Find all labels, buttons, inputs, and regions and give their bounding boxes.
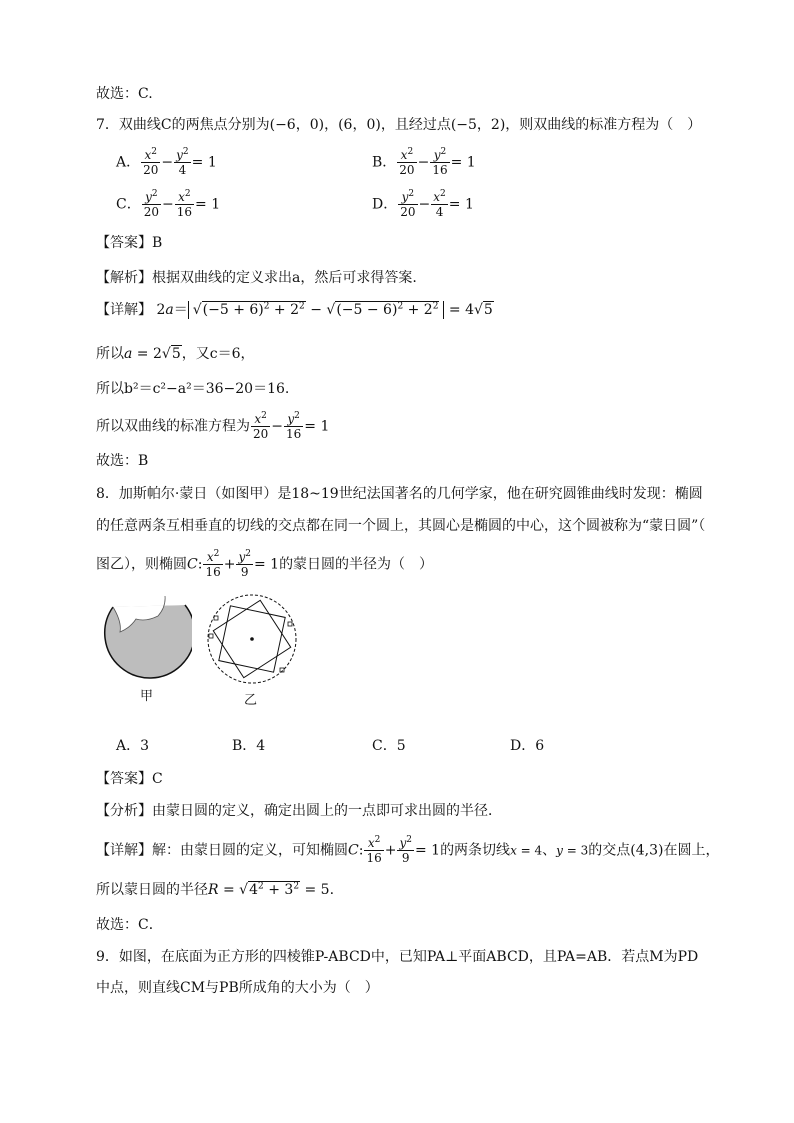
q8-stem-line1: 8．加斯帕尔·蒙日（如图甲）是18~19世纪法国著名的几何学家，他在研究圆锥曲线时发现：椭圆 xyxy=(96,486,703,502)
q8-radius: 所以蒙日圆的半径$R = √4^2 + 3^2 = 5$. xyxy=(96,881,335,898)
q7-line-b: 所以b²＝c²−a²＝36−20＝16. xyxy=(96,381,290,397)
q8-option-c: C．5 xyxy=(372,738,406,754)
q8-detail: 【详解】解：由蒙日圆的定义，可知椭圆C: $\frac{x^2}{16}$ + $\frac{y^2}{9}$ = 1的两条切线x = 4、y = 3的交点(4,3)在圆上， xyxy=(96,835,720,865)
q8-option-a: A．3 xyxy=(116,738,150,754)
q7-option-c: C． $\frac{y^2}{20}$ − $\frac{x^2}{16}$ = 1 xyxy=(116,189,221,219)
figure-jia-label: 甲 xyxy=(140,689,154,704)
q7-option-d: D． $\frac{y^2}{20}$ − $\frac{x^2}{4}$ = 1 xyxy=(372,189,474,219)
q8-stem-line2: 的任意两条互相垂直的切线的交点都在同一个圆上，其圆心是椭圆的中心，这个圆被称为“蒙日圆”（ xyxy=(96,518,706,534)
q9-stem-line2: 中点，则直线CM与PB所成角的大小为（ ） xyxy=(96,980,379,996)
q7-answer: 【答案】B xyxy=(96,235,163,251)
q7-conclusion: 故选：B xyxy=(96,453,149,469)
q7-line-c: 所以双曲线的标准方程为 $\frac{x^2}{20}$ − $\frac{y^2}{16}$ = 1 xyxy=(96,411,330,441)
q8-answer: 【答案】C xyxy=(96,771,163,787)
q7-line-a: 所以a = 2√5，又c＝6， xyxy=(96,346,255,362)
figure-jia xyxy=(100,592,192,704)
q8-conclusion: 故选：C． xyxy=(96,917,163,933)
q7-option-a: A． $\frac{x^2}{20}$ − $\frac{y^2}{4}$ = 1 xyxy=(116,147,217,177)
q7-stem: 7．双曲线C的两焦点分别为(−6，0)，(6，0)，且经过点(−5，2)，则双曲线的标准方程为（ ） xyxy=(96,117,702,133)
q8-analysis: 【分析】由蒙日圆的定义，确定出圆上的一点即可求出圆的半径． xyxy=(96,803,502,819)
q8-option-b: B．4 xyxy=(232,738,266,754)
q8-option-d: D．6 xyxy=(510,738,545,754)
q7-analysis: 【解析】根据双曲线的定义求出a，然后可求得答案. xyxy=(96,270,417,286)
prev-answer-line: 故选：C. xyxy=(96,86,153,102)
figure-yi xyxy=(204,592,300,706)
q7-option-b: B． $\frac{x^2}{20}$ − $\frac{y^2}{16}$ = 1 xyxy=(372,147,476,177)
q7-detail: 【详解】 $2a= √(-5 + 6)^2 + 2^2 - √(-5 - 6)^2 + 2^2 = 4√5$ xyxy=(96,301,493,318)
figure-yi-label: 乙 xyxy=(244,693,258,706)
q8-stem-line3: 图乙），则椭圆C: $\frac{x^2}{16}$ + $\frac{y^2}{9}$ = 1的蒙日圆的半径为（ ） xyxy=(96,549,434,579)
q9-stem-line1: 9．如图，在底面为正方形的四棱锥P-ABCD中，已知PA⊥平面ABCD，且PA=AB．若点M为PD xyxy=(96,949,699,965)
